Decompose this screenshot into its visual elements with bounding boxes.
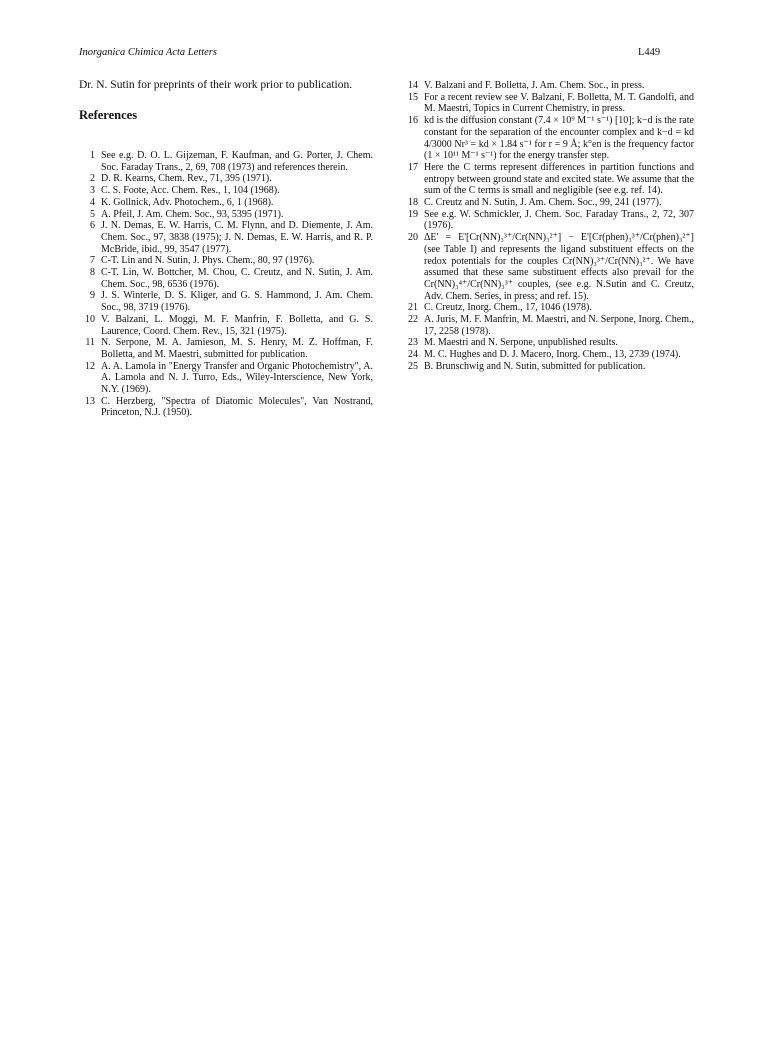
reference-text: Here the C terms represent differences in partition functions and entropy between ground state and excited state. We assume that the sum of the C terms is small and negligible (see e.g. ref. 14).	[424, 161, 694, 197]
reference-list-left	[79, 137, 373, 419]
reference-number: 7	[90, 255, 95, 267]
reference-item	[402, 361, 694, 373]
reference-item	[79, 197, 373, 209]
reference-text: A. A. Lamola in "Energy Transfer and Organic Photochemistry", A. A. Lamola and N. J. Turro, Eds., Wiley-Interscience, New York, N.Y. (1969).	[101, 360, 373, 396]
reference-item	[402, 314, 694, 337]
reference-text: V. Balzani and F. Bolletta, J. Am. Chem. Soc., in press.	[424, 80, 645, 91]
reference-number: 8	[90, 267, 95, 279]
reference-text: C. Herzberg, "Spectra of Diatomic Molecules", Van Nostrand, Princeton, N.J. (1950).	[101, 395, 373, 419]
reference-number: 4	[90, 196, 95, 208]
right-column	[402, 80, 694, 373]
reference-text: A. Pfeil, J. Am. Chem. Soc., 93, 5395 (1971).	[101, 208, 284, 220]
reference-item	[79, 255, 373, 267]
reference-text: J. S. Winterle, D. S. Kliger, and G. S. Hammond, J. Am. Chem. Soc., 98, 3719 (1976).	[101, 290, 373, 314]
reference-item	[79, 267, 373, 290]
reference-text: For a recent review see V. Balzani, F. Bolletta, M. T. Gandolfi, and M. Maestri, Topics in Current Chemistry, in press.	[424, 91, 694, 115]
reference-text: B. Brunschwig and N. Sutin, submitted for publication.	[424, 360, 646, 372]
reference-text: C. Creutz, Inorg. Chem., 17, 1046 (1978).	[424, 302, 592, 314]
reference-number: 9	[90, 290, 95, 302]
reference-number: 6	[90, 220, 95, 232]
reference-text: A. Juris, M. F. Manfrin, M. Maestri, and N. Serpone, Inorg. Chem., 17, 2258 (1978).	[424, 314, 694, 337]
reference-item	[402, 92, 694, 115]
reference-number: 20	[408, 232, 418, 244]
reference-text: M. Maestri and N. Serpone, unpublished results.	[424, 337, 618, 349]
reference-text: See e.g. D. O. L. Gijzeman, F. Kaufman, and G. Porter, J. Chem. Soc. Faraday Trans., 2, 69, 708 (1973) and references therein.	[101, 150, 373, 173]
reference-number: 18	[408, 197, 418, 209]
reference-item	[402, 349, 694, 361]
reference-item	[79, 173, 373, 185]
reference-list-right	[402, 80, 694, 373]
reference-number: 12	[85, 360, 95, 372]
reference-number: 17	[408, 161, 418, 173]
reference-text: C-T. Lin and N. Sutin, J. Phys. Chem., 80, 97 (1976).	[101, 255, 315, 267]
reference-number: 21	[408, 302, 418, 314]
left-column	[79, 79, 373, 419]
reference-item	[79, 220, 373, 255]
reference-number: 2	[90, 173, 95, 185]
reference-number: 14	[408, 80, 418, 91]
reference-number: 5	[90, 208, 95, 220]
reference-item	[79, 337, 373, 360]
reference-text: See e.g. W. Schmickler, J. Chem. Soc. Faraday Trans., 2, 72, 307 (1976).	[424, 208, 694, 232]
reference-item	[402, 162, 694, 197]
reference-item	[402, 232, 694, 302]
reference-number: 22	[408, 314, 418, 326]
reference-number: 15	[408, 91, 418, 103]
running-header-journal: Inorganica Chimica Acta Letters	[79, 47, 217, 58]
reference-number: 19	[408, 208, 418, 220]
reference-item	[402, 80, 694, 92]
reference-text: K. Gollnick, Adv. Photochem., 6, 1 (1968).	[101, 196, 274, 208]
reference-number: 16	[408, 115, 418, 127]
acknowledgment-text: Dr. N. Sutin for preprints of their work prior to publication.	[79, 79, 353, 91]
reference-item	[79, 150, 373, 173]
reference-item	[79, 361, 373, 396]
reference-item	[79, 314, 373, 337]
page-number: L449	[638, 47, 661, 58]
reference-text: C. S. Foote, Acc. Chem. Res., 1, 104 (1968).	[101, 185, 280, 197]
reference-item	[402, 115, 694, 162]
reference-item	[79, 185, 373, 197]
references-heading: References	[79, 108, 138, 122]
reference-item	[79, 290, 373, 313]
reference-number: 11	[85, 337, 95, 349]
reference-item	[402, 197, 694, 209]
reference-number: 3	[90, 185, 95, 197]
reference-text: ΔE' = E'[Cr(NN)₃³⁺/Cr(NN)₃²⁺] − E'[Cr(phen)₃³⁺/Cr(phen)₃²⁺] (see Table I) and represents the ligand substituent effects on the redox potentials for the couples Cr(NN)₃³⁺/Cr(NN)₃²⁺. We have assumed that these same substituent effects also prevail for the Cr(NN)₃⁴⁺/Cr(NN)₃³⁺ couples, (see e.g. N.Sutin and C. Creutz, Adv. Chem. Series, in press; and ref. 15).	[424, 232, 694, 302]
reference-text: J. N. Demas, E. W. Harris, C. M. Flynn, and D. Diemente, J. Am. Chem. Soc., 97, 3838 (1975); J. N. Demas, E. W. Harris, and R. P. McBride, ibid., 99, 3547 (1977).	[101, 220, 373, 255]
reference-text: N. Serpone, M. A. Jamieson, M. S. Henry, M. Z. Hoffman, F. Bolletta, and M. Maestri, submitted for publication.	[101, 337, 373, 360]
reference-number: 25	[408, 360, 418, 372]
reference-text: M. C. Hughes and D. J. Macero, Inorg. Chem., 13, 2739 (1974).	[424, 349, 681, 361]
reference-number: 13	[85, 395, 95, 407]
reference-text: C-T. Lin, W. Bottcher, M. Chou, C. Creutz, and N. Sutin, J. Am. Chem. Soc., 98, 6536 (1976).	[101, 267, 373, 290]
reference-number: 10	[85, 313, 95, 325]
reference-item	[402, 209, 694, 232]
reference-item	[402, 337, 694, 349]
reference-item	[402, 302, 694, 314]
reference-item	[79, 396, 373, 419]
reference-number: 23	[408, 337, 418, 349]
reference-number: 1	[90, 150, 95, 161]
reference-text: C. Creutz and N. Sutin, J. Am. Chem. Soc., 99, 241 (1977).	[424, 197, 662, 209]
reference-text: kd is the diffusion constant (7.4 × 10⁹ M⁻¹ s⁻¹) [10]; k−d is the rate constant for the separation of the encounter complex and k−d = kd 4/3000 Nr³ = kd × 1.84 s⁻¹ for r = 9 Å; k°en is the frequency factor (1 × 10¹¹ M⁻¹ s⁻¹) for the energy transfer step.	[424, 115, 694, 162]
reference-text: D. R. Kearns, Chem. Rev., 71, 395 (1971).	[101, 173, 272, 185]
reference-text: V. Balzani, L. Moggi, M. F. Manfrin, F. Bolletta, and G. S. Laurence, Coord. Chem. Rev., 15, 321 (1975).	[101, 313, 373, 337]
reference-number: 24	[408, 349, 418, 361]
reference-item	[79, 209, 373, 221]
